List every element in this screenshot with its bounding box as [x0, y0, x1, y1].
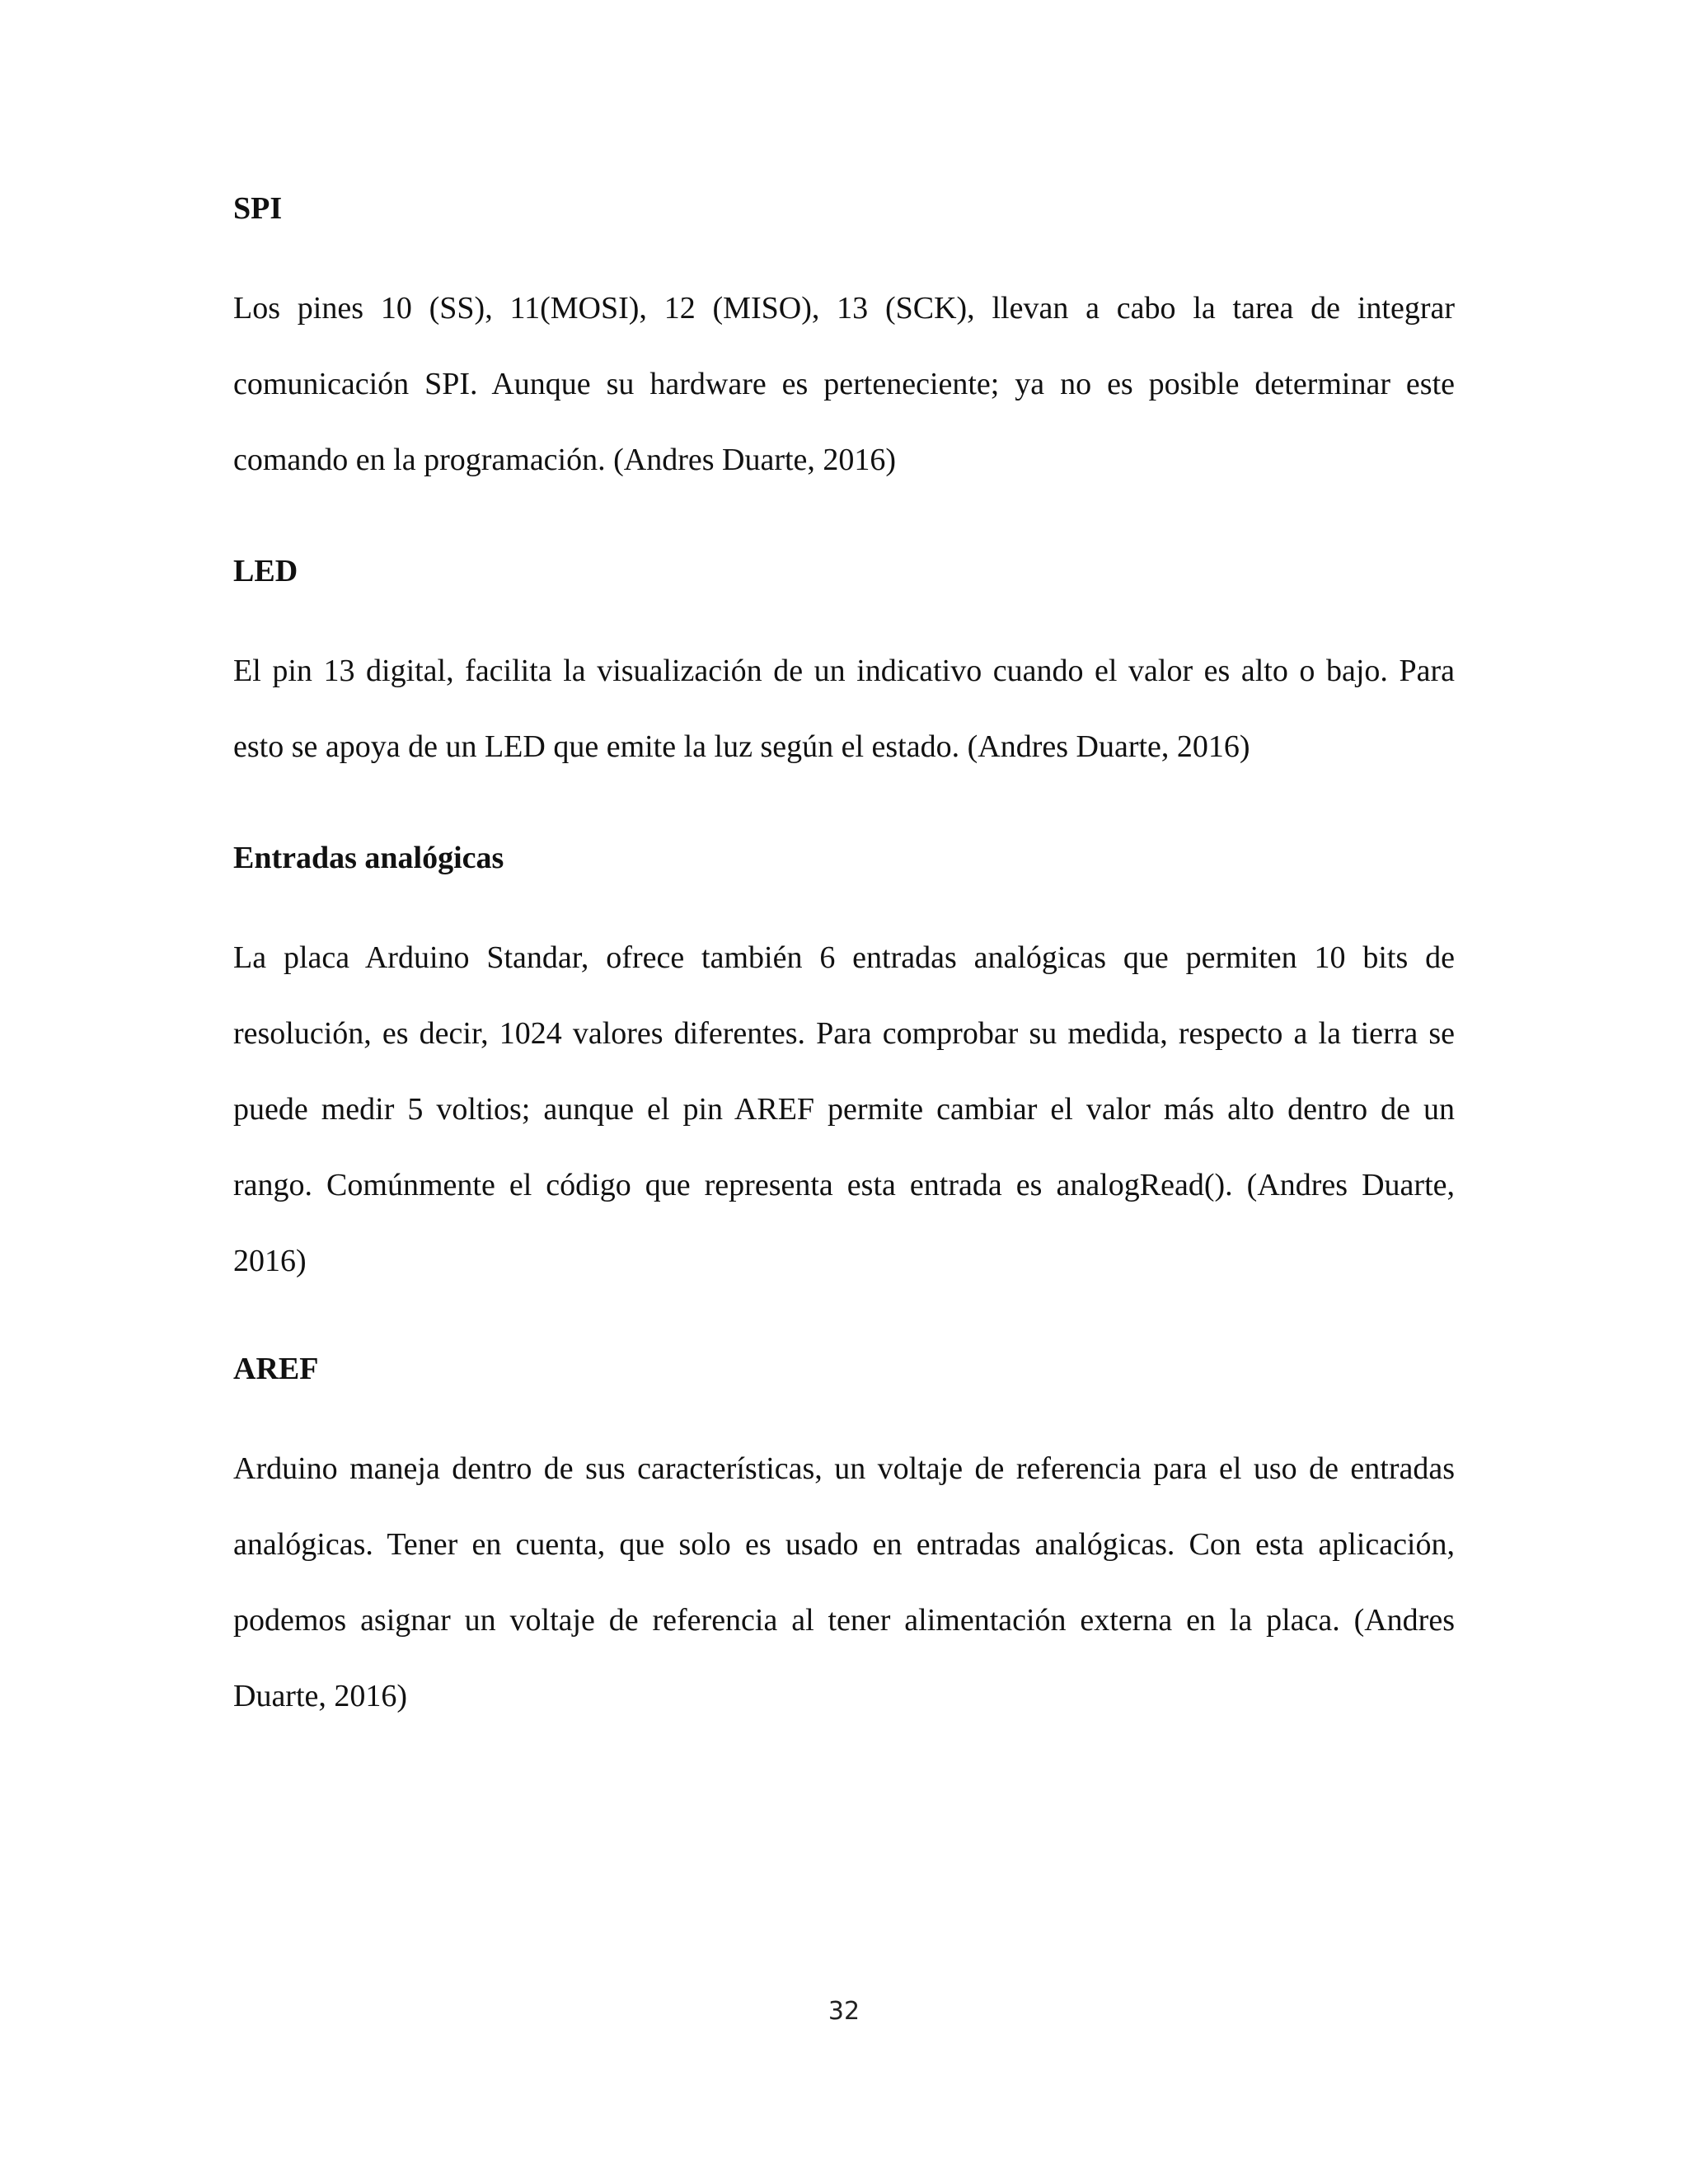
- section-paragraph-aref: Arduino maneja dentro de sus características, un voltaje de referencia para el uso de entradas analógicas. Tener en cuenta, que solo es usado en entradas analógicas. Con esta aplicación, podemos asignar un voltaje de referencia al tener alimentación externa en la placa. (Andres Duarte, 2016): [233, 1451, 1455, 1713]
- section-paragraph-spi: Los pines 10 (SS), 11(MOSI), 12 (MISO), 13 (SCK), llevan a cabo la tarea de integrar comunicación SPI. Aunque su hardware es perteneciente; ya no es posible determinar este comando en la programación. (Andres Duarte, 2016): [233, 291, 1455, 477]
- section-heading-led: LED: [233, 554, 298, 588]
- section-heading-aref: AREF: [233, 1352, 319, 1386]
- section-paragraph-led: El pin 13 digital, facilita la visualización de un indicativo cuando el valor es alto o bajo. Para esto se apoya de un LED que emite la luz según el estado. (Andres Duarte, 2016): [233, 654, 1455, 764]
- page-number: 32: [828, 1997, 860, 2026]
- section-heading-entradas-analogicas: Entradas analógicas: [233, 841, 504, 875]
- section-paragraph-entradas-analogicas: La placa Arduino Standar, ofrece también 6 entradas analógicas que permiten 10 bits de resolución, es decir, 1024 valores diferentes. Para comprobar su medida, respecto a la tierra se puede medir 5 voltios; aunque el pin AREF permite cambiar el valor más alto dentro de un rango. Comúnmente el código que representa esta entrada es analogRead(). (Andres Duarte, 2016): [233, 940, 1455, 1278]
- section-heading-spi: SPI: [233, 191, 283, 226]
